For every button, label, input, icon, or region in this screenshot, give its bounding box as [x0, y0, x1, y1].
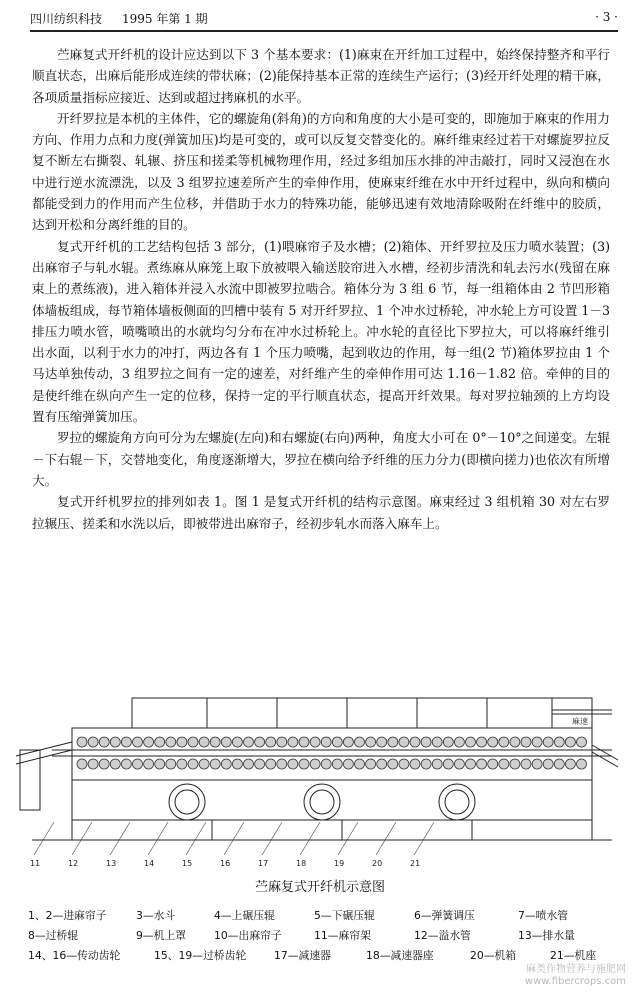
roller: [110, 759, 120, 769]
watermark-url: www.fibercrops.com: [524, 976, 626, 987]
roller: [88, 759, 98, 769]
legend-item: 18—减速器座: [366, 949, 434, 962]
leader-line: [300, 822, 320, 855]
roller: [133, 737, 143, 747]
journal-name: 四川纺织科技: [30, 12, 103, 26]
part-number: 16: [220, 859, 231, 868]
roller: [221, 759, 231, 769]
roller: [266, 759, 276, 769]
legend-row: [28, 946, 624, 966]
roller: [388, 737, 398, 747]
roller: [88, 737, 98, 747]
legend-item: 4—上碾压辊: [214, 909, 275, 922]
leader-line: [110, 822, 130, 855]
leader-line: [186, 822, 206, 855]
leader-line: [224, 822, 244, 855]
part-number: 15: [182, 859, 193, 868]
roller: [410, 737, 420, 747]
roller: [343, 737, 353, 747]
legend-item: 17—减速器: [274, 949, 331, 962]
roller: [155, 759, 165, 769]
roller: [443, 737, 453, 747]
legend-item: 1、2—进麻帘子: [28, 909, 107, 922]
machine-base: [72, 780, 592, 820]
roller: [510, 737, 520, 747]
page-number: · 3 ·: [595, 10, 618, 24]
roller: [177, 759, 187, 769]
roller: [77, 759, 87, 769]
roller: [532, 759, 542, 769]
leader-line: [338, 822, 358, 855]
leader-line: [414, 822, 434, 855]
roller: [554, 759, 564, 769]
roller: [144, 759, 154, 769]
roller: [244, 737, 254, 747]
paragraph: 罗拉的螺旋角方向可分为左螺旋(左向)和右螺旋(右向)两种，角度大小可在 0°－10°之间递变。左辊－下右辊－下，交替地变化，角度逐渐增大，罗拉在横向给予纤维的压力分力(即横向搓力)也依次有所增大。: [32, 430, 610, 488]
part-number: 13: [106, 859, 117, 868]
roller: [488, 759, 498, 769]
issue-label: 1995 年第 1 期: [122, 12, 208, 26]
roller: [188, 759, 198, 769]
roller: [166, 737, 176, 747]
legend-item: 3—水斗: [136, 909, 176, 922]
roller: [510, 759, 520, 769]
roller: [177, 737, 187, 747]
roller: [255, 737, 265, 747]
roller: [421, 759, 431, 769]
leader-line: [34, 822, 54, 855]
legend-item: 21—机座: [550, 949, 597, 962]
machine-box: [72, 728, 592, 780]
legend-item: 13—排水量: [518, 929, 575, 942]
legend-item: 14、16—传动齿轮: [28, 949, 121, 962]
roller: [199, 759, 209, 769]
figure-legend: [28, 906, 624, 966]
roller: [432, 759, 442, 769]
roller: [188, 737, 198, 747]
paragraph: 苎麻复式开纤机的设计应达到以下 3 个基本要求：(1)麻束在开纤加工过程中，始终保持整齐和平行顺直状态，出麻后能形成连续的带状麻；(2)能保持基本正常的连续生产运行；(3)经开纤处理的精干麻，各项质量指标应接近、达到或超过拷麻机的水平。: [32, 47, 610, 105]
roller: [488, 737, 498, 747]
paragraph: 开纤罗拉是本机的主体件，它的螺旋角(斜角)的方向和角度的大小是可变的，即施加于麻束的作用力方向、作用力点和力度(弹簧加压)均是可变的，或可以反复交替变化的。麻纤维束经过若干对螺旋罗拉反复不断左右撕裂、轧辗、挤压和搓柔等机械物理作用，经过多组加压水排的冲击敲打，同时又浸泡在水中进行逆水流漂洗，以及 3 组罗拉速差所产生的牵伸作用，使麻束纤维在水中开纤过程中，纵向和横向都能受到力的作用而产生位移，并借助于水力的特殊功能，能够迅速有效地清除吸附在纤维中的胶质，达到开松和分离纤维的目的。: [32, 110, 610, 233]
roller: [377, 737, 387, 747]
roller: [466, 737, 476, 747]
part-number: 21: [410, 859, 421, 868]
part-number: 11: [30, 859, 41, 868]
roller: [332, 737, 342, 747]
roller: [232, 737, 242, 747]
paragraph: 复式开纤机的工艺结构包括 3 部分，(1)喂麻帘子及水槽；(2)箱体、开纤罗拉及压力喷水装置；(3)出麻帘子与轧水辊。煮练麻从麻笼上取下放被喂入输送胶帘进入水槽，经初步清洗和轧去污水(残留在麻束上的煮练液)，进入箱体并浸入水流中即被罗拉啮合。箱体分为 3 组 6 节，每一组箱体由 2 节凹形箱体墙板组成，每节箱体墙板侧面的凹槽中装有 5 对开纤罗拉、1 个冲水过桥轮，冲水轮上方可设置 1－3 排压力喷水管，喷嘴喷出的水就均匀分布在冲水过桥轮上。冲水轮的直径比下罗拉大，可以将麻纤维引出水面，以利于水力的冲打，两边各有 1 个压力喷嘴，起到收边的作用，每一组(2 节)箱体罗拉由 1 个马达单独传动，3 组罗拉之间有一定的速差，对纤维产生的牵伸作用可达 1.16－1.82 倍。牵伸的目的是使纤维在纵向产生一定的位移，保持一定的平行顺直状态，提高开纤效果。每对罗拉轴颈的上方均设置有压缩弹簧加压。: [32, 238, 610, 425]
roller: [532, 737, 542, 747]
roller: [99, 737, 109, 747]
roller: [110, 737, 120, 747]
roller: [199, 737, 209, 747]
machine-hood: [132, 698, 592, 728]
legend-row: [28, 906, 624, 926]
roller: [499, 759, 509, 769]
legend-item: 10—出麻帘子: [214, 929, 282, 942]
roller: [454, 759, 464, 769]
legend-item: 11—麻帘架: [314, 929, 371, 942]
roller: [521, 759, 531, 769]
roller: [321, 759, 331, 769]
roller: [221, 737, 231, 747]
legend-row: [28, 926, 624, 946]
leader-line: [72, 822, 92, 855]
page-header: [30, 10, 618, 32]
roller: [366, 759, 376, 769]
roller: [232, 759, 242, 769]
roller: [543, 759, 553, 769]
roller: [565, 737, 575, 747]
roller: [343, 759, 353, 769]
watermark-line: 麻类作物营养与施肥网: [526, 964, 626, 975]
roller: [266, 737, 276, 747]
roller: [521, 737, 531, 747]
roller: [255, 759, 265, 769]
leader-line: [262, 822, 282, 855]
legend-item: 8—过桥辊: [28, 929, 79, 942]
roller: [299, 759, 309, 769]
figure-caption: 苎麻复式开纤机示意图: [254, 880, 385, 895]
roller: [355, 759, 365, 769]
roller: [99, 759, 109, 769]
roller: [477, 737, 487, 747]
roller: [355, 737, 365, 747]
roller: [310, 737, 320, 747]
roller: [310, 759, 320, 769]
roller: [144, 737, 154, 747]
part-number: 18: [296, 859, 307, 868]
part-number: 14: [144, 859, 155, 868]
part-number: 12: [68, 859, 79, 868]
roller: [332, 759, 342, 769]
roller: [432, 737, 442, 747]
roller: [166, 759, 176, 769]
legend-item: 9—机上罩: [136, 929, 187, 942]
roller: [277, 759, 287, 769]
roller: [210, 737, 220, 747]
roller: [133, 759, 143, 769]
legend-item: 12—溢水管: [414, 929, 471, 942]
roller: [577, 759, 587, 769]
roller: [399, 737, 409, 747]
legend-item: 6—弹簧调压: [414, 909, 475, 922]
leader-line: [376, 822, 396, 855]
watermark: [525, 964, 626, 988]
article-body: [32, 44, 610, 534]
schematic-drawing: [12, 690, 620, 875]
roller: [288, 759, 298, 769]
roller: [288, 737, 298, 747]
part-number: 17: [258, 859, 269, 868]
roller: [77, 737, 87, 747]
roller: [121, 759, 131, 769]
part-number: 19: [334, 859, 345, 868]
roller: [155, 737, 165, 747]
roller: [321, 737, 331, 747]
roller: [366, 737, 376, 747]
roller: [121, 737, 131, 747]
roller: [577, 737, 587, 747]
roller: [410, 759, 420, 769]
leader-line: [148, 822, 168, 855]
roller: [277, 737, 287, 747]
legend-item: 15、19—过桥齿轮: [154, 949, 247, 962]
roller: [399, 759, 409, 769]
roller: [421, 737, 431, 747]
roller: [477, 759, 487, 769]
roller: [466, 759, 476, 769]
roller: [443, 759, 453, 769]
side-label: 麻速: [572, 717, 588, 726]
roller: [388, 759, 398, 769]
roller: [554, 737, 564, 747]
roller: [565, 759, 575, 769]
roller: [454, 737, 464, 747]
part-number: 20: [372, 859, 383, 868]
legend-item: 5—下碾压辊: [314, 909, 375, 922]
legend-item: 7—喷水管: [518, 909, 569, 922]
machine-schematic: [12, 690, 620, 875]
roller: [377, 759, 387, 769]
roller: [244, 759, 254, 769]
roller: [499, 737, 509, 747]
roller: [299, 737, 309, 747]
roller: [210, 759, 220, 769]
legend-item: 20—机箱: [470, 949, 517, 962]
roller: [543, 737, 553, 747]
paragraph: 复式开纤机罗拉的排列如表 1。图 1 是复式开纤机的结构示意图。麻束经过 3 组机箱 30 对左右罗拉辗压、搓柔和水洗以后，即被带进出麻帘子，经初步轧水而落入麻车上。: [32, 494, 610, 531]
